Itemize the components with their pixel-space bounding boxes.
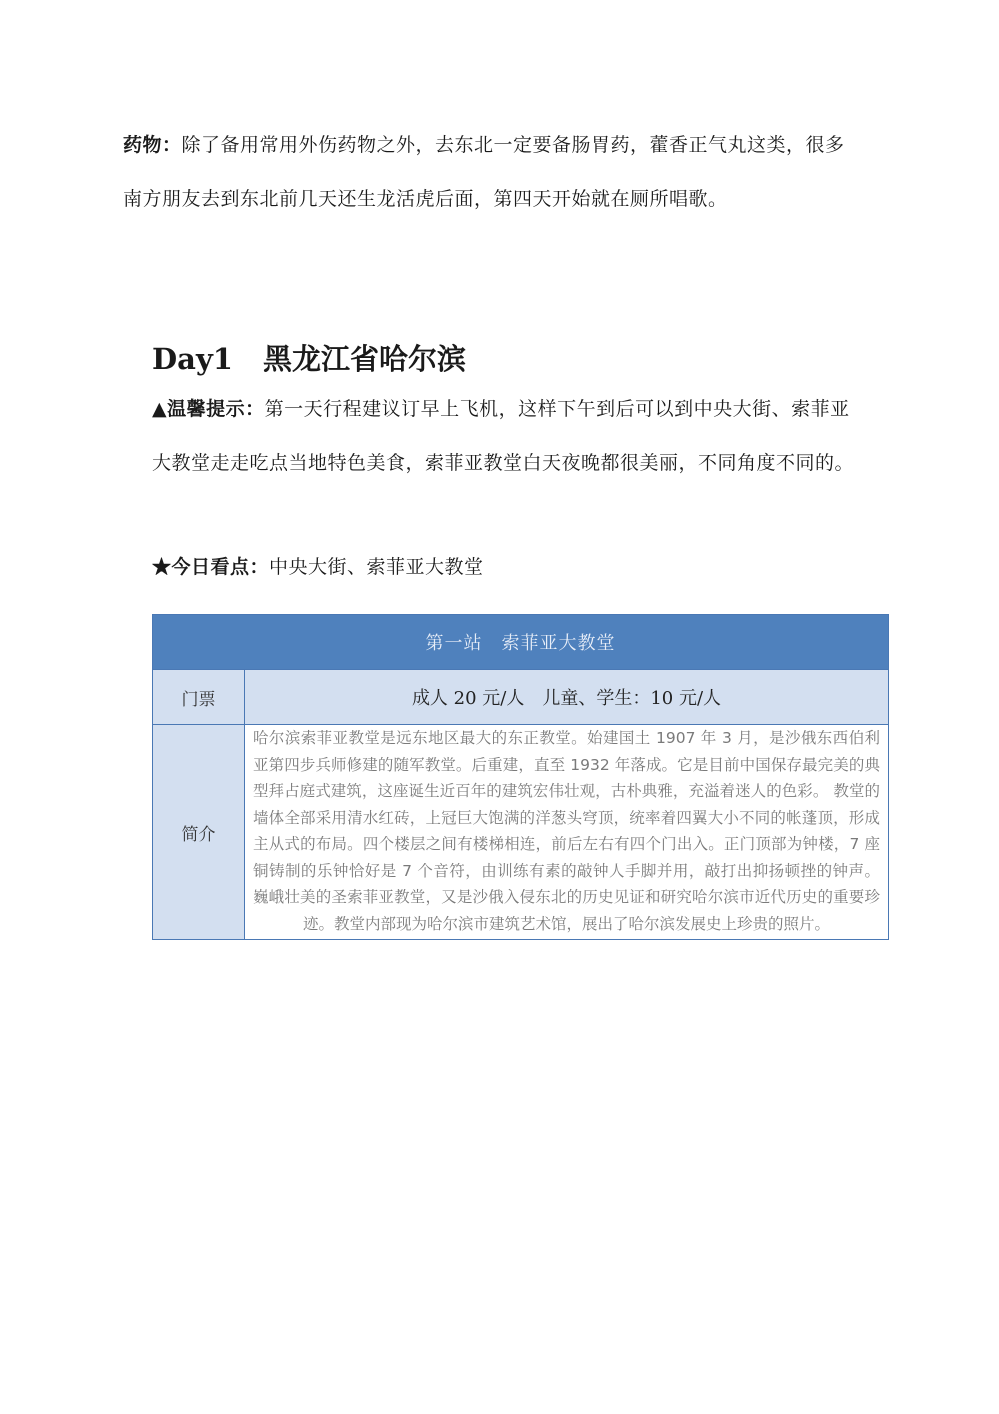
ticket-label: 门票 [153, 670, 245, 725]
attraction-table [152, 614, 889, 940]
medicine-text: 除了备用常用外伤药物之外，去东北一定要备肠胃药，藿香正气丸这类，很多南方朋友去到东北前几天还生龙活虎后面，第四天开始就在厕所唱歌。 [123, 134, 845, 210]
tip-text: 第一天行程建议订早上飞机，这样下午到后可以到中央大街、索菲亚大教堂走走吃点当地特色美食，索菲亚教堂白天夜晚都很美丽，不同角度不同的。 [152, 398, 855, 474]
day-number: Day1 [152, 342, 233, 376]
table-header: 第一站 索菲亚大教堂 [153, 615, 889, 670]
medicine-label: 药物： [123, 134, 182, 156]
day-place: 黑龙江省哈尔滨 [262, 342, 466, 376]
tip-paragraph [152, 382, 864, 490]
medicine-paragraph [123, 118, 863, 226]
highlight-paragraph [152, 540, 852, 594]
tip-label: ▲温馨提示： [152, 398, 265, 420]
ticket-value: 成人 20 元/人 儿童、学生：10 元/人 [245, 670, 889, 725]
intro-text: 哈尔滨索菲亚教堂是远东地区最大的东正教堂。始建国土 1907 年 3 月，是沙俄东西伯利亚第四步兵师修建的随军教堂。后重建，直至 1932 年落成。它是目前中国保存最完美的典型拜占庭式建筑，这座诞生近百年的建筑宏伟壮观，古朴典雅，充溢着迷人的色彩。 教堂的墙体全部采用清水红砖，上冠巨大饱满的洋葱头穹顶，统率着四翼大小不同的帐蓬顶，形成主从式的布局。四个楼层之间有楼梯相连，前后左右有四个门出入。正门顶部为钟楼，7 座铜铸制的乐钟恰好是 7 个音符，由训练有素的敲钟人手脚并用，敲打出抑扬顿挫的钟声。 巍峨壮美的圣索菲亚教堂，又是沙俄入侵东北的历史见证和研究哈尔滨市近代历史的重要珍迹。教堂内部现为哈尔滨市建筑艺术馆，展出了哈尔滨发展史上珍贵的照片。 [245, 725, 889, 940]
day-heading [152, 334, 466, 384]
highlight-text: 中央大街、索菲亚大教堂 [269, 556, 484, 578]
highlight-label: ★今日看点： [152, 556, 270, 578]
intro-label: 简介 [153, 725, 245, 940]
